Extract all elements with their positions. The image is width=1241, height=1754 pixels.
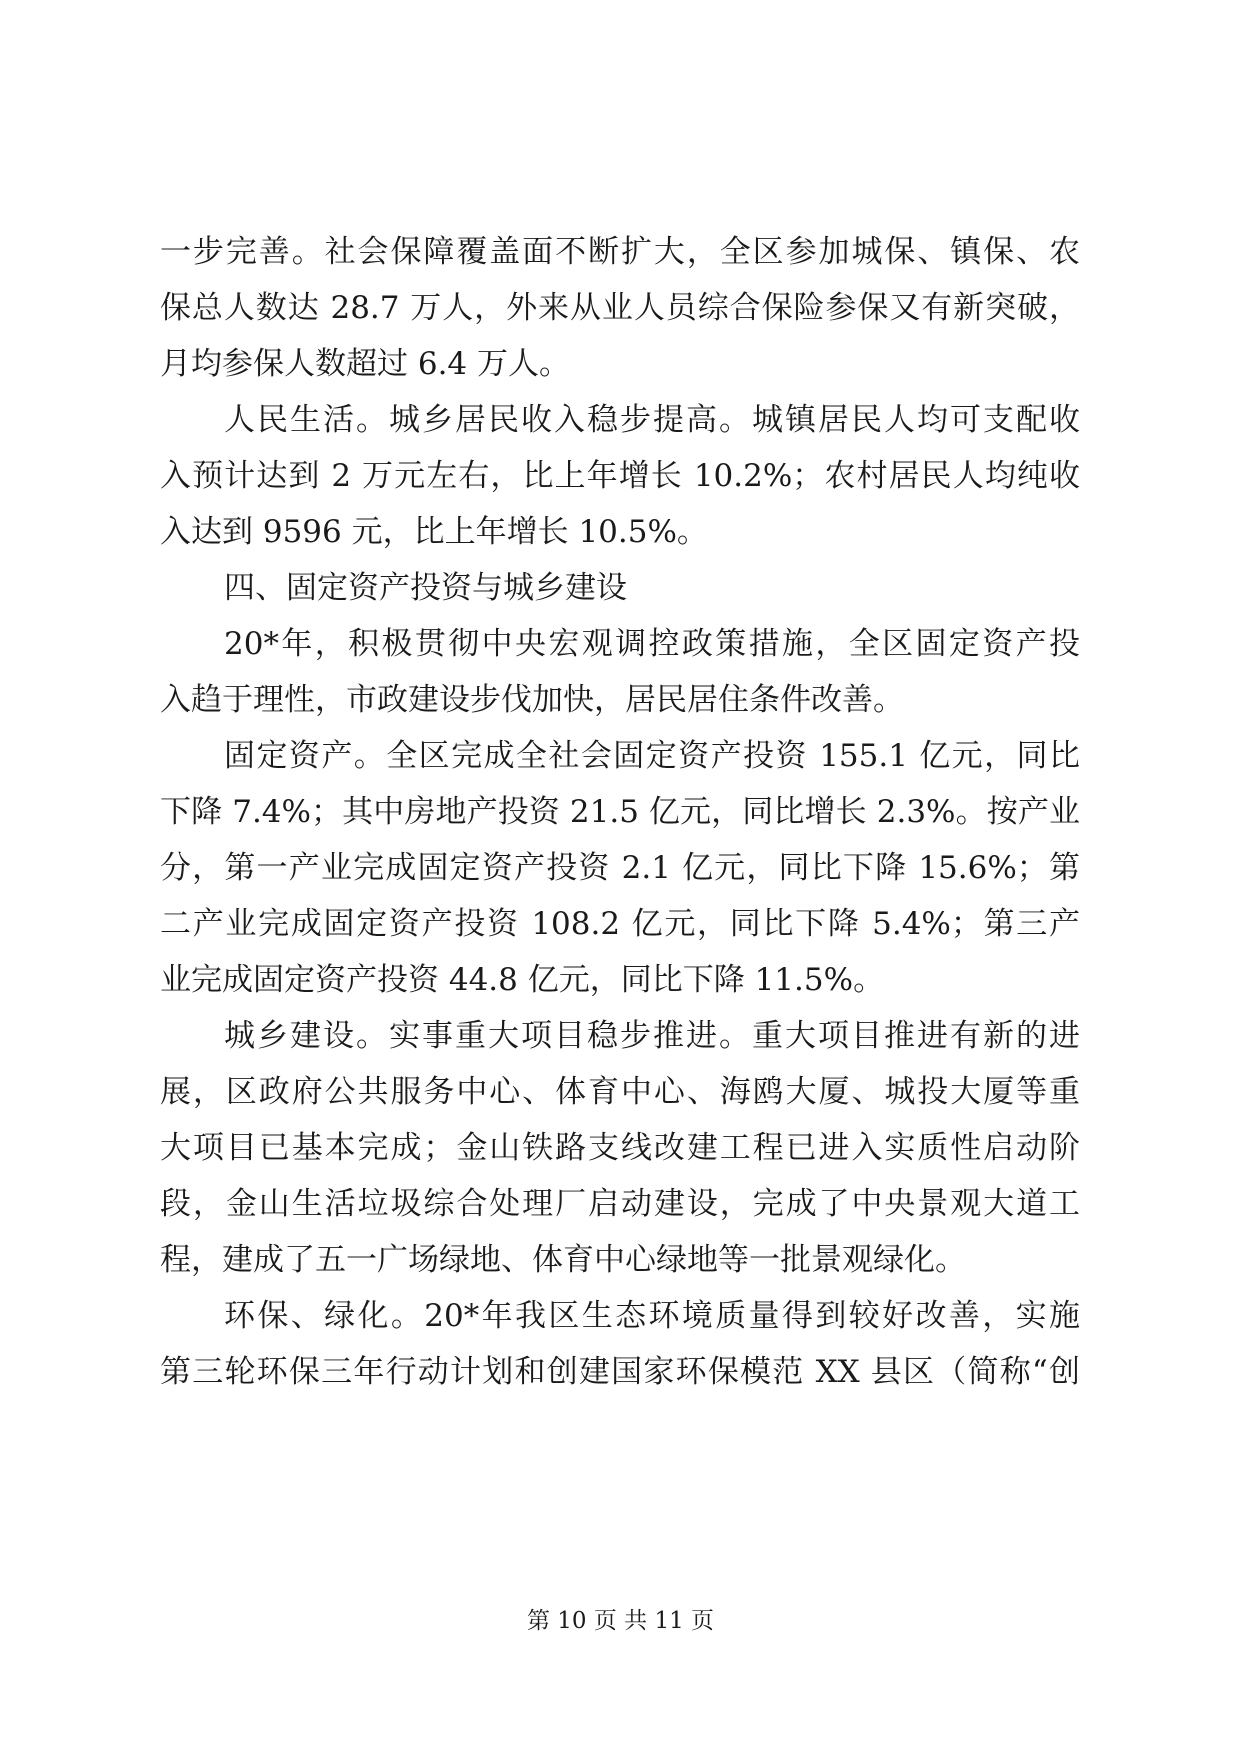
section-heading: 四、固定资产投资与城乡建设: [224, 570, 627, 606]
text-line: 保总人数达 28.7 万人，外来从业人员综合保险参保又有新突破，: [160, 290, 1080, 326]
text-line: 展，区政府公共服务中心、体育中心、海鸥大厦、城投大厦等重: [160, 1074, 1080, 1110]
text-line: 段，金山生活垃圾综合处理厂启动建设，完成了中央景观大道工: [160, 1186, 1080, 1222]
text-line: 月均参保人数超过 6.4 万人。: [160, 346, 571, 382]
text-line: 下降 7.4%；其中房地产投资 21.5 亿元，同比增长 2.3%。按产业: [160, 794, 1080, 830]
text-line: 入达到 9596 元，比上年增长 10.5%。: [160, 514, 708, 550]
text-line: 第三轮环保三年行动计划和创建国家环保模范 XX 县区（简称“创: [160, 1354, 1080, 1390]
text-line: 入趋于理性，市政建设步伐加快，居民居住条件改善。: [160, 682, 904, 718]
paragraph-start-line: 环保、绿化。20*年我区生态环境质量得到较好改善，实施: [224, 1298, 1080, 1334]
text-line: 程，建成了五一广场绿地、体育中心绿地等一批景观绿化。: [160, 1242, 966, 1278]
paragraph-start-line: 城乡建设。实事重大项目稳步推进。重大项目推进有新的进: [224, 1018, 1080, 1054]
paragraph-start-line: 固定资产。全区完成全社会固定资产投资 155.1 亿元，同比: [224, 738, 1080, 774]
text-line: 大项目已基本完成；金山铁路支线改建工程已进入实质性启动阶: [160, 1130, 1080, 1166]
page-number-footer: 第 10 页 共 11 页: [526, 1608, 715, 1634]
paragraph-start-line: 人民生活。城乡居民收入稳步提高。城镇居民人均可支配收: [224, 402, 1080, 438]
text-line: 二产业完成固定资产投资 108.2 亿元，同比下降 5.4%；第三产: [160, 906, 1080, 942]
text-line: 一步完善。社会保障覆盖面不断扩大，全区参加城保、镇保、农: [160, 234, 1080, 270]
paragraph-start-line: 20*年，积极贯彻中央宏观调控政策措施，全区固定资产投: [224, 626, 1080, 662]
text-line: 业完成固定资产投资 44.8 亿元，同比下降 11.5%。: [160, 962, 885, 998]
text-line: 分，第一产业完成固定资产投资 2.1 亿元，同比下降 15.6%；第: [160, 850, 1080, 886]
text-line: 入预计达到 2 万元左右，比上年增长 10.2%；农村居民人均纯收: [160, 458, 1080, 494]
